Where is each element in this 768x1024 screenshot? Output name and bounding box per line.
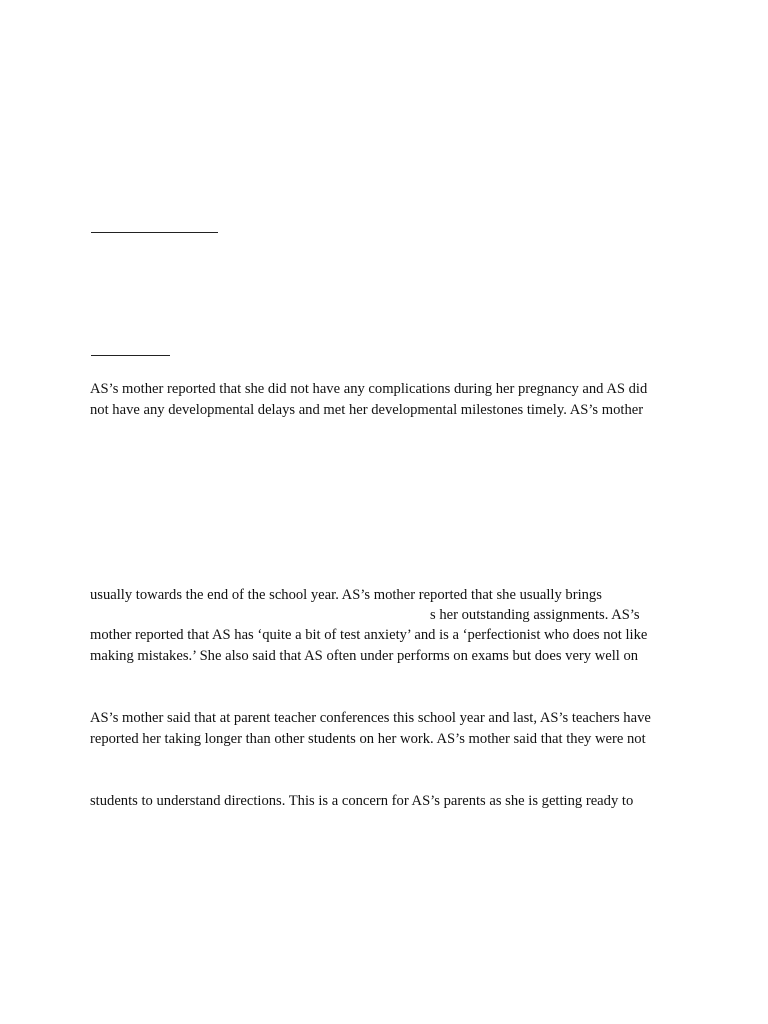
text-line: not have any developmental delays and met her developmental milestones timely. AS’s mother [90,402,644,418]
heading-underline-1 [91,232,218,233]
text-line: AS’s mother said that at parent teacher conferences this school year and last, AS’s teachers have [90,710,651,726]
heading-underline-2 [91,355,170,356]
text-line: AS’s mother reported that she did not have any complications during her pregnancy and AS did [90,381,648,397]
text-line: reported her taking longer than other students on her work. AS’s mother said that they were not [90,731,646,747]
text-line: s her outstanding assignments. AS’s [430,607,640,623]
text-line: usually towards the end of the school year. AS’s mother reported that she usually brings [90,587,602,603]
text-line: students to understand directions. This is a concern for AS’s parents as she is getting ready to [90,793,634,809]
text-line: making mistakes.’ She also said that AS often under performs on exams but does very well on [90,648,639,664]
text-line: mother reported that AS has ‘quite a bit of test anxiety’ and is a ‘perfectionist who does not like [90,627,648,643]
